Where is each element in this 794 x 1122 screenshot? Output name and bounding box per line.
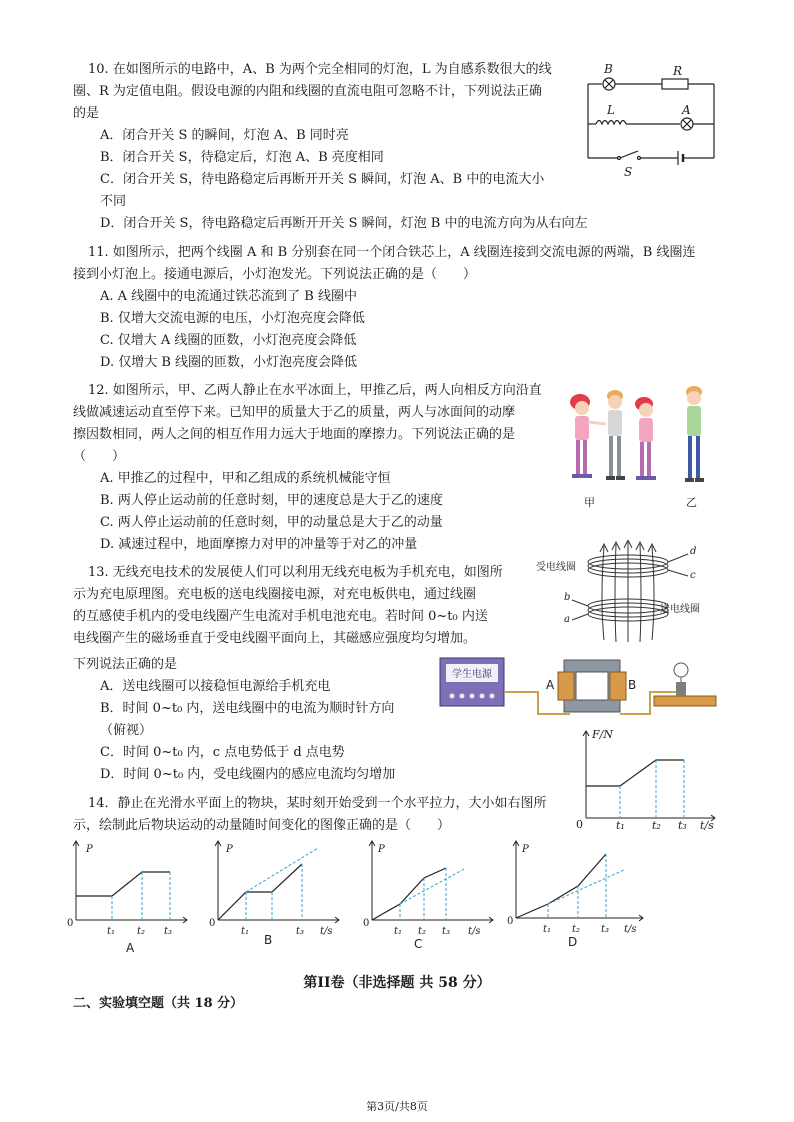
- q13-stem-line1: 13. 无线充电技术的发展使人们可以利用无线充电板为手机充电，如图所: [88, 565, 503, 580]
- q13-label-b: b: [564, 592, 571, 603]
- f-graph-xlabel: t/s: [700, 819, 714, 830]
- graph-a-t3: t₃: [164, 926, 173, 937]
- q14-graph-b: [206, 838, 346, 958]
- q13-option-a: A．送电线圈可以接稳恒电源给手机充电: [100, 679, 331, 694]
- graph-b-xlabel: t/s: [320, 926, 333, 937]
- q10-label-s: S: [624, 165, 633, 179]
- q10-label-l: L: [607, 103, 615, 117]
- graph-c-t3: t₃: [442, 926, 451, 937]
- graph-a-origin: 0: [67, 918, 74, 929]
- q11-option-b: B. 仅增大交流电源的电压，小灯泡亮度会降低: [100, 311, 365, 326]
- boy-figure-1: [606, 390, 625, 480]
- q11-label-b: B: [628, 678, 637, 692]
- q13-label-a: a: [564, 614, 570, 625]
- q11-option-d: D. 仅增大 B 线圈的匝数，小灯泡亮度会降低: [100, 355, 358, 370]
- girl-figure-2: [635, 397, 656, 480]
- graph-c-label: C: [414, 937, 423, 951]
- q12-stem-line1: 12. 如图所示，甲、乙两人静止在水平冰面上，甲推乙后，两人向相反方向沿直: [88, 383, 542, 398]
- q10-stem-line2: 圈、R 为定值电阻。假设电源的内阻和线圈的直流电阻可忽略不计，下列说法正确: [73, 84, 542, 99]
- graph-a-label: A: [126, 941, 135, 955]
- q12-label-yi: 乙: [686, 496, 697, 509]
- graph-c-p-label: P: [378, 844, 385, 855]
- q10-option-a: A．闭合开关 S 的瞬间，灯泡 A、B 同时亮: [100, 128, 349, 143]
- graph-d-p-label: P: [522, 844, 529, 855]
- f-graph-ylabel: F/N: [592, 728, 613, 741]
- page-footer: 第3页/共8页: [366, 1100, 428, 1113]
- q13-option-b-line1: B．时间 0~t₀ 内，送电线圈中的电流为顺时针方向: [100, 701, 395, 716]
- graph-c-t2: t₂: [418, 926, 427, 937]
- q11-option-a: A. A 线圈中的电流通过铁芯流到了 B 线圈中: [100, 289, 357, 304]
- boy-figure-2: [685, 386, 704, 482]
- graph-d-t1: t₁: [543, 924, 552, 935]
- graph-c-origin: 0: [363, 918, 370, 929]
- graph-d-xlabel: t/s: [624, 924, 637, 935]
- graph-b-t1: t₁: [241, 926, 250, 937]
- q10-label-b: B: [604, 62, 613, 76]
- graph-d-label: D: [568, 935, 578, 949]
- q13-stem-line5: 下列说法正确的是: [73, 657, 178, 672]
- section-2-heading: 二、实验填空题（共 18 分）: [73, 996, 244, 1011]
- q13-stem-line3: 的互感使手机内的受电线圈产生电流对手机电池充电。若时间 0~t₀ 内送: [73, 609, 488, 624]
- girl-figure-1: [570, 394, 606, 478]
- graph-b-origin: 0: [209, 918, 216, 929]
- graph-b-label: B: [264, 933, 273, 947]
- q11-stem-line2: 接到小灯泡上。接通电源后，小灯泡发光。下列说法正确的是（ ）: [73, 267, 477, 282]
- graph-c-xlabel: t/s: [468, 926, 481, 937]
- q10-option-c-line2: 不同: [100, 194, 127, 209]
- q13-stem-line2: 示为充电原理图。充电板的送电线圈接电源，对充电板供电，通过线圈: [73, 587, 477, 602]
- q10-label-a: A: [682, 103, 691, 117]
- graph-d-origin: 0: [507, 916, 514, 927]
- f-graph-t1: t₁: [616, 819, 625, 830]
- graph-a-t1: t₁: [107, 926, 116, 937]
- q11-stem-line1: 11. 如图所示，把两个线圈 A 和 B 分别套在同一个闭合铁芯上，A 线圈连接到交流电源的两端，B 线圈连: [88, 245, 696, 260]
- q10-option-d: D．闭合开关 S，待电路稳定后再断开开关 S 瞬间，灯泡 B 中的电流方向为从右向左: [100, 216, 588, 231]
- graph-a-p-label: P: [86, 844, 93, 855]
- q14-graph-c: [362, 838, 502, 958]
- q13-label-receiver: 受电线圈: [536, 562, 576, 573]
- q10-option-b: B．闭合开关 S，待稳定后，灯泡 A、B 亮度相同: [100, 150, 384, 165]
- q12-skaters-figure: [566, 380, 726, 515]
- graph-a-t2: t₂: [137, 926, 146, 937]
- q12-stem-line3: 擦因数相同，两人之间的相互作用力远大于地面的摩擦力。下列说法正确的是: [73, 427, 516, 442]
- f-graph-t2: t₂: [652, 819, 661, 830]
- graph-b-t3: t₃: [296, 926, 305, 937]
- q12-option-d: D. 减速过程中，地面摩擦力对甲的冲量等于对乙的冲量: [100, 537, 418, 552]
- q10-circuit-figure: [582, 62, 722, 180]
- q11-label-power: 学生电源: [452, 669, 492, 680]
- q13-option-b-line2: （俯视）: [100, 723, 153, 738]
- q14-force-time-graph: [572, 728, 722, 830]
- q14-stem-line2: 示，绘制此后物块运动的动量随时间变化的图像正确的是（ ）: [73, 818, 451, 833]
- q14-stem-line1: 14．静止在光滑水平面上的物块，某时刻开始受到一个水平拉力，大小如右图所: [88, 796, 547, 811]
- q13-label-d: d: [690, 546, 697, 557]
- q10-stem-line3: 的是: [73, 106, 100, 121]
- graph-d-t2: t₂: [572, 924, 581, 935]
- f-graph-series: [586, 760, 684, 786]
- q13-stem-line4: 电线圈产生的磁场垂直于受电线圈平面向上，其磁感应强度均匀增加。: [73, 631, 477, 646]
- q10-option-c-line1: C．闭合开关 S，待电路稳定后再断开开关 S 瞬间，灯泡 A、B 中的电流大小: [100, 172, 545, 187]
- q14-graph-d: [506, 838, 656, 958]
- q13-label-c: c: [690, 570, 696, 581]
- graph-b-p-label: P: [226, 844, 233, 855]
- q10-stem-line1: 10. 在如图所示的电路中，A、B 为两个完全相同的灯泡，L 为自感系数很大的线: [88, 62, 552, 77]
- q13-option-d: D．时间 0~t₀ 内，受电线圈内的感应电流均匀增加: [100, 767, 396, 782]
- q11-option-c: C. 仅增大 A 线圈的匝数，小灯泡亮度会降低: [100, 333, 357, 348]
- q12-option-a: A. 甲推乙的过程中，甲和乙组成的系统机械能守恒: [100, 471, 391, 486]
- q12-stem-line2: 线做减速运动直至停下来。已知甲的质量大于乙的质量，两人与冰面间的动摩: [73, 405, 516, 420]
- q12-option-b: B. 两人停止运动前的任意时刻，甲的速度总是大于乙的速度: [100, 493, 443, 508]
- section-2-title: 第II卷（非选择题 共 58 分）: [303, 975, 491, 991]
- q13-option-c: C．时间 0~t₀ 内，c 点电势低于 d 点电势: [100, 745, 345, 760]
- q10-label-r: R: [673, 64, 683, 78]
- q11-label-a: A: [546, 678, 555, 692]
- q12-label-jia: 甲: [584, 496, 595, 509]
- f-graph-t3: t₃: [678, 819, 687, 830]
- q14-graph-a: [64, 838, 194, 958]
- f-graph-origin: 0: [576, 818, 583, 830]
- q11-transformer-figure: [438, 652, 720, 722]
- q12-stem-line4: （ ）: [73, 449, 126, 464]
- q12-option-c: C. 两人停止运动前的任意时刻，甲的动量总是大于乙的动量: [100, 515, 443, 530]
- q13-coils-figure: [530, 540, 720, 650]
- q13-label-sender: 送电线圈: [660, 604, 700, 615]
- graph-d-t3: t₃: [601, 924, 610, 935]
- graph-c-t1: t₁: [394, 926, 403, 937]
